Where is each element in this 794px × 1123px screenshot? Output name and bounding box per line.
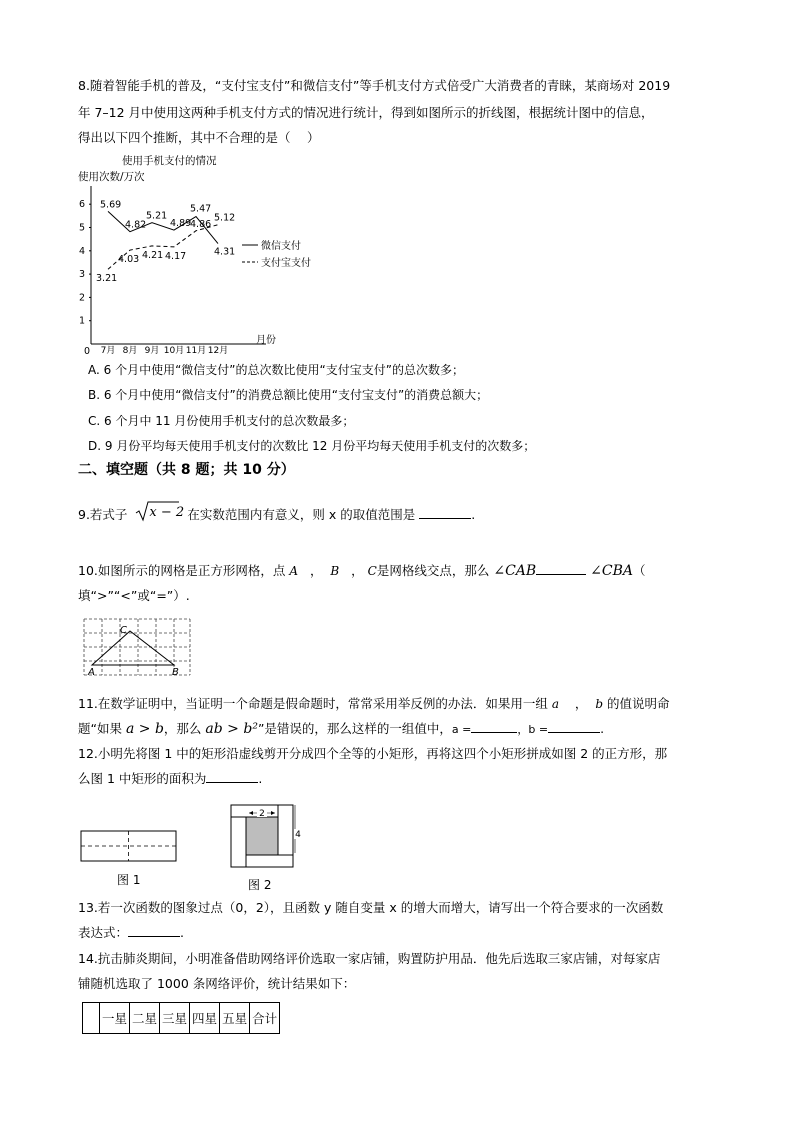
- data-label: 4.17: [165, 250, 187, 262]
- q12-line-2: [78, 770, 262, 788]
- data-label: 5.47: [190, 203, 212, 215]
- q8-option-d: D. 9 月份平均每天使用手机支付的次数比 12 月份平均每天使用手机支付的次数多；: [88, 439, 536, 453]
- chart-origin-label: 0: [83, 346, 91, 357]
- q13-line-1: 13.若一次函数的图象过点（0，2），且函数 y 随自变量 x 的增大而增大，请写出一个符合要求的一次函数: [78, 900, 664, 915]
- table-header-row: [83, 1003, 280, 1034]
- y-tick-label: 1: [78, 315, 85, 327]
- data-label: 4.31: [214, 246, 236, 258]
- q11-b-equals: ，b =: [517, 723, 549, 736]
- q9-line: [78, 503, 475, 524]
- chart-x-axis-label: 月份: [256, 335, 276, 346]
- q12-line-1: 12.小明先将图 1 中的矩形沿虚线剪开分成四个全等的小矩形，再将这四个小矩形拼成如图 2 的正方形，那: [78, 746, 668, 761]
- q10-mid: 是网格线交点，那么: [376, 563, 490, 578]
- q10-fig-label-a: A: [88, 667, 95, 678]
- y-tick-label: 4: [78, 245, 85, 257]
- data-label: 4.82: [125, 219, 147, 231]
- chart-title: 使用手机支付的情况: [122, 155, 217, 167]
- data-label: 4.86: [190, 218, 212, 230]
- q12-fig2-label-4: 4: [295, 830, 301, 840]
- q8-option-c: C. 6 个月中 11 月份使用手机支付的总次数最多；: [88, 414, 355, 428]
- q10-fig-label-c: C: [120, 625, 127, 636]
- q14-rating-table: [82, 1002, 280, 1034]
- q13-answer-blank[interactable]: [128, 924, 180, 937]
- x-tick-label: 12月: [207, 346, 229, 356]
- q9-suffix: 在实数范围内有意义，则 x 的取值范围是: [187, 507, 416, 522]
- q10-prefix: 10.如图所示的网格是正方形网格，点: [78, 563, 286, 578]
- x-tick-label: 10月: [163, 346, 185, 356]
- q10-answer-blank[interactable]: [536, 562, 586, 575]
- q11-b-blank[interactable]: [548, 720, 600, 733]
- chart-y-axis-label: 使用次数/万次: [78, 171, 145, 183]
- data-label: 4.03: [118, 254, 140, 266]
- q11-prefix: 11.在数学证明中，当证明一个命题是假命题时，常常采用举反例的办法．如果用一组: [78, 696, 548, 711]
- q10-grid-figure: [82, 617, 194, 679]
- q10-fig-label-b: B: [172, 667, 179, 678]
- q8-line-3: 得出以下四个推断，其中不合理的是（ ）: [78, 130, 320, 145]
- q12-figure-2: [228, 802, 306, 872]
- q11-a-blank[interactable]: [471, 720, 517, 733]
- data-label: 4.21: [142, 249, 164, 261]
- q11-a-equals: a =: [451, 723, 472, 736]
- q11-condition-1: a > b: [125, 721, 164, 737]
- q12-figure-2-caption: 图 2: [248, 878, 272, 892]
- table-header-cell: 一星: [100, 1003, 130, 1034]
- q12-end: .: [258, 771, 263, 786]
- q11-line2-mid: ，那么: [163, 721, 202, 736]
- q9-radicand: x − 2: [149, 505, 185, 520]
- q8-line-2: 年 7–12 月中使用这两种手机支付方式的情况进行统计，得到如图所示的折线图，根据统计图中的信息，: [78, 105, 654, 120]
- payment-line-chart: [70, 150, 340, 360]
- data-label: 4.89: [170, 218, 192, 230]
- x-tick-label: 11月: [185, 346, 207, 356]
- data-label: 5.21: [146, 210, 168, 222]
- table-header-cell: 合计: [250, 1003, 280, 1034]
- q11-line1-end: 的值说明命: [607, 696, 670, 711]
- q10-line-2: 填“>”“<”或“=”）.: [78, 588, 190, 603]
- q9-sqrt: [135, 503, 185, 523]
- q10-angle-cba: ∠CBA: [590, 563, 634, 579]
- table-header-cell: 二星: [130, 1003, 160, 1034]
- q11-line-1: 11.在数学证明中，当证明一个命题是假命题时，常常采用举反例的办法．如果用一组 a ， b 的值说明命: [78, 696, 670, 711]
- x-tick-label: 7月: [100, 346, 116, 356]
- q8-line-1: 8.随着智能手机的普及，“支付宝支付”和微信支付”等手机支付方式倍受广大消费者的青睐，某商场对 2019: [78, 78, 671, 93]
- data-label: 5.12: [214, 212, 236, 224]
- y-tick-label: 5: [78, 222, 85, 234]
- q8-option-b: B. 6 个月中使用“微信支付”的消费总额比使用“支付宝支付”的消费总额大；: [88, 388, 489, 402]
- y-tick-label: 3: [78, 269, 85, 281]
- q8-option-a: A. 6 个月中使用“微信支付”的总次数比使用“支付宝支付”的总次数多；: [88, 363, 464, 377]
- q14-line-1: 14.抗击肺炎期间，小明准备借助网络评价选取一家店铺，购置防护用品．他先后选取三家店铺，对每家店: [78, 951, 661, 966]
- q10-point-c: C: [367, 564, 377, 578]
- q10-angle-cab: ∠CAB: [493, 563, 537, 579]
- y-tick-label: 6: [78, 199, 85, 211]
- x-tick-label: 8月: [122, 346, 138, 356]
- q10-point-a: A: [289, 564, 299, 578]
- q11-line2-prefix: 题“如果: [78, 721, 122, 736]
- q11-end: .: [600, 721, 605, 736]
- q11-line2-mid2: ”是错误的，那么这样的一组值中，: [257, 721, 452, 736]
- q10-line1-end: （: [633, 563, 646, 578]
- q10-point-b: B: [330, 564, 340, 578]
- section-2-heading: 二、填空题（共 8 题；共 10 分）: [78, 462, 295, 478]
- legend-label: 微信支付: [261, 241, 301, 252]
- table-header-cell: 三星: [160, 1003, 190, 1034]
- q13-text: 表达式：: [78, 925, 129, 940]
- data-label: 3.21: [96, 273, 118, 285]
- q9-answer-blank[interactable]: [419, 506, 471, 519]
- q13-line-2: [78, 924, 184, 942]
- table-header-cell: [83, 1003, 100, 1034]
- data-label: 5.69: [100, 199, 122, 211]
- y-tick-label: 2: [78, 292, 85, 304]
- q12-answer-blank[interactable]: [206, 770, 258, 783]
- q11-var-a: a: [551, 697, 560, 711]
- table-header-cell: 五星: [220, 1003, 250, 1034]
- q11-line-2: [78, 720, 604, 739]
- q12-fig2-label-2: 2: [259, 809, 265, 819]
- q9-end: .: [471, 507, 476, 522]
- q10-line-1: 10.如图所示的网格是正方形网格，点 A ， B ， C是网格线交点，那么 ∠CAB ∠CBA（: [78, 563, 646, 579]
- q11-condition-2: ab > b²: [205, 721, 258, 737]
- q10-triangle: [92, 631, 174, 665]
- q12-text: 么图 1 中矩形的面积为: [78, 771, 207, 786]
- q12-figure-1: [80, 830, 178, 864]
- q12-figure-1-caption: 图 1: [117, 873, 141, 887]
- q13-end: .: [180, 925, 184, 940]
- q14-line-2: 铺随机选取了 1000 条网络评价，统计结果如下：: [78, 976, 356, 991]
- legend-label: 支付宝支付: [261, 258, 311, 269]
- table-header-cell: 四星: [190, 1003, 220, 1034]
- q9-prefix: 9.若式子: [78, 507, 128, 522]
- q11-var-b: b: [595, 697, 604, 711]
- x-tick-label: 9月: [144, 346, 160, 356]
